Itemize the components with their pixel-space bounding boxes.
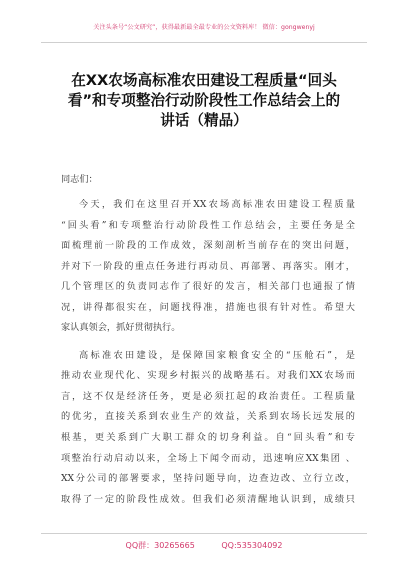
- greeting: 同志们：: [61, 174, 98, 185]
- header-divider: [41, 42, 367, 43]
- body-line: 几个管理区的负责同志作了很好的发言，相关部门也通报了情: [61, 281, 355, 292]
- body-line: 家认真领会，抓好贯彻执行。: [61, 322, 181, 333]
- body-line: 根基，更关系到广大职工群众的切身利益。自“回头看”和专: [61, 432, 355, 443]
- footer-qq-group: QQ群：30265665: [125, 541, 195, 550]
- footer-divider: [41, 533, 367, 534]
- body-line: 面梳理前一阶段的工作成效，深刻剖析当前存在的突出问题，: [61, 240, 355, 251]
- body-line: 今天，我们在这里召开XX农场高标准农田建设工程质量: [79, 199, 355, 210]
- footer-qq-contact: QQ:535304092: [221, 541, 283, 550]
- body-line: 高标准农田建设，是保障国家粮食安全的“压舱石”，是: [79, 350, 355, 361]
- title-line-1: 在XX农场高标准农田建设工程质量“回头: [71, 72, 337, 89]
- body-line: 的优劣，直接关系到农业生产的效益，关系到农场长远发展的: [61, 411, 355, 422]
- body-line: 并对下一阶段的重点任务进行再动员、再部署、再落实。刚才，: [61, 261, 355, 272]
- body-line: 况，讲得都很实在，问题找得准，措施也很有针对性。希望大: [61, 302, 355, 313]
- body-line: “回头看”和专项整治行动阶段性工作总结会，主要任务是全: [61, 220, 355, 231]
- header-banner: 关注头条号“公文研究”，获得最新最全最专业的公文资料库！ 微信：gongwenyj: [93, 24, 315, 31]
- body-line: 取得了一定的阶段性成效。但我们必须清醒地认识到，成绩只: [61, 494, 355, 505]
- body-line: 推动农业现代化、实现乡村振兴的战略基石。对我们XX农场而: [61, 370, 355, 381]
- body-line: XX分公司的部署要求，坚持问题导向，边查边改、立行立改，: [61, 473, 355, 484]
- title-line-2: 看”和专项整治行动阶段性工作总结会上的: [67, 92, 341, 109]
- title-line-3: 讲话（精品）: [160, 112, 248, 129]
- body-line: 项整治行动启动以来，全场上下闻令而动，迅速响应XX集团 、: [61, 453, 355, 464]
- document-title: [40, 71, 368, 131]
- body-line: 言，这不仅是经济任务，更是必须扛起的政治责任。工程质量: [61, 391, 355, 402]
- footer: [0, 540, 408, 551]
